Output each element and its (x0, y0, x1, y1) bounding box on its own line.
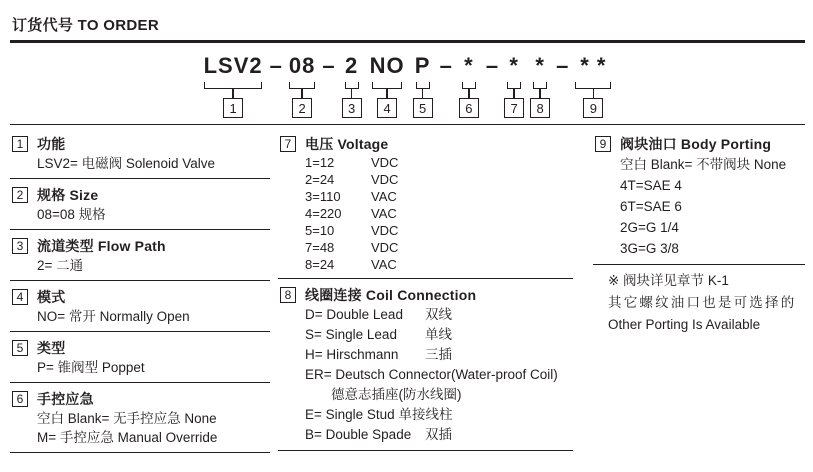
bracket (345, 82, 359, 89)
code-segment-2 (289, 54, 315, 118)
voltage-code: 8=24 (305, 257, 335, 272)
item-header (10, 389, 270, 408)
stem-line (422, 89, 424, 98)
code-separator: – (485, 53, 499, 78)
note-line: ※ 阀块详见章节 K-1 (608, 273, 729, 288)
item-body (593, 154, 805, 259)
code-token: 2 (345, 53, 359, 78)
section-item-flow-path (10, 236, 270, 281)
stem-line (593, 89, 595, 98)
coil-row (305, 425, 573, 445)
order-code-diagram (10, 43, 805, 124)
code-ref-box: 6 (459, 98, 479, 118)
coil-code-en: D= Double Lead (305, 307, 403, 322)
code-ref-box: 9 (583, 98, 603, 118)
code-segment-3 (342, 54, 362, 118)
item-line: 空白 Blank= 不带阀块 None (620, 157, 787, 172)
bracket (416, 82, 430, 89)
item-number-box: 1 (12, 136, 28, 152)
bracket (575, 82, 611, 89)
item-body (10, 307, 270, 326)
item-line: 空白 Blank= 无手控应急 None (37, 411, 217, 426)
coil-row: ER= Deutsch Connector(Water-proof Coil) (305, 367, 558, 382)
stem-line (539, 89, 541, 98)
item-line: 2G=G 1/4 (620, 220, 679, 235)
coil-row (305, 325, 573, 345)
note-line: 其它螺纹油口也是可选择的 (608, 295, 797, 310)
voltage-unit: VDC (371, 240, 399, 255)
voltage-unit: VDC (371, 155, 399, 170)
item-title: 类型 (37, 339, 66, 356)
voltage-code: 3=110 (305, 189, 341, 204)
code-token: LSV2 (203, 53, 263, 78)
code-separator: – (269, 53, 282, 78)
coil-code-en: B= Double Spade (305, 427, 412, 442)
coil-label-zh: 双插 (425, 427, 452, 442)
coil-row: 德意志插座(防水线圈) (331, 387, 462, 402)
item-line: 4T=SAE 4 (620, 178, 682, 193)
item-line: 6T=SAE 6 (620, 199, 682, 214)
voltage-unit: VDC (371, 223, 399, 238)
section-item-manual-override (10, 389, 270, 453)
stem-line (301, 89, 303, 98)
voltage-row (305, 154, 573, 171)
section-item-size (10, 185, 270, 230)
voltage-code: 7=48 (305, 240, 335, 255)
code-separator: – (322, 53, 335, 78)
voltage-row (305, 256, 573, 273)
code-separator: – (556, 53, 569, 78)
voltage-unit: VAC (371, 257, 397, 272)
item-line: M= 手控应急 Manual Override (37, 430, 218, 445)
code-separator: – (439, 53, 452, 78)
item-header (10, 185, 270, 204)
stem-line (351, 89, 353, 98)
code-ref-box: 4 (377, 98, 397, 118)
item-line: NO= 常开 Normally Open (37, 309, 190, 324)
coil-code-en: H= Hirschmann (305, 347, 399, 362)
item-body (10, 358, 270, 377)
voltage-unit: VAC (371, 206, 397, 221)
item-header (593, 134, 805, 153)
code-token: P (414, 53, 431, 78)
code-token: * (464, 53, 474, 78)
voltage-row (305, 239, 573, 256)
item-body (10, 409, 270, 447)
item-number-box: 8 (280, 287, 296, 303)
code-token: NO (369, 53, 405, 78)
legend-columns (10, 125, 805, 453)
code-segment-4 (370, 54, 405, 118)
item-body (10, 205, 270, 224)
code-token: * * (580, 53, 607, 78)
order-code-row (10, 54, 805, 118)
item-header (278, 134, 573, 153)
item-number-box: 9 (595, 136, 611, 152)
column-left (10, 134, 270, 453)
item-body (10, 154, 270, 173)
voltage-code: 1=12 (305, 155, 335, 170)
item-title: 电压 Voltage (305, 135, 389, 152)
item-title: 手控应急 (37, 390, 94, 407)
stem-line (232, 89, 234, 98)
stem-line (513, 89, 515, 98)
item-number-box: 4 (12, 289, 28, 305)
porting-note (593, 265, 805, 336)
item-title: 规格 Size (37, 186, 99, 203)
item-header (10, 134, 270, 153)
item-title: 模式 (37, 288, 66, 305)
section-item-coil-connection (278, 285, 573, 451)
code-segment-6 (459, 54, 479, 118)
voltage-code: 5=10 (305, 223, 335, 238)
item-line: 2= 二通 (37, 258, 84, 273)
item-body (278, 154, 573, 273)
code-segment-1 (204, 54, 263, 118)
coil-label-zh: 单线 (425, 327, 452, 342)
item-number-box: 7 (280, 136, 296, 152)
code-segment-7 (504, 54, 524, 118)
section-item-voltage (278, 134, 573, 279)
stem-line (386, 89, 388, 98)
item-body (10, 256, 270, 275)
voltage-row (305, 205, 573, 222)
column-middle (278, 134, 573, 453)
item-line: P= 锥阀型 Poppet (37, 360, 145, 375)
section-item-mode (10, 287, 270, 332)
code-token: 08 (288, 53, 316, 78)
item-title: 功能 (37, 135, 66, 152)
section-item-type (10, 338, 270, 383)
bracket (204, 82, 262, 89)
coil-row: E= Single Stud 单接线柱 (305, 407, 453, 422)
code-segment-5 (413, 54, 433, 118)
note-line: Other Porting Is Available (608, 317, 761, 332)
item-title: 流道类型 Flow Path (37, 237, 166, 254)
code-ref-box: 7 (504, 98, 524, 118)
voltage-unit: VDC (371, 172, 399, 187)
coil-label-zh: 双线 (425, 307, 452, 322)
bracket (462, 82, 476, 89)
item-number-box: 5 (12, 340, 28, 356)
section-item-function (10, 134, 270, 179)
item-title: 线圈连接 Coil Connection (305, 286, 477, 303)
code-ref-box: 8 (530, 98, 550, 118)
coil-row (305, 345, 573, 365)
item-line: LSV2= 电磁阀 Solenoid Valve (37, 156, 215, 171)
coil-row (305, 305, 573, 325)
code-segment-9 (575, 54, 611, 118)
coil-code-en: S= Single Lead (305, 327, 397, 342)
voltage-row (305, 222, 573, 239)
code-ref-box: 2 (292, 98, 312, 118)
code-ref-box: 3 (342, 98, 362, 118)
item-number-box: 3 (12, 238, 28, 254)
voltage-code: 4=220 (305, 206, 342, 221)
bracket (289, 82, 315, 89)
column-right (593, 134, 805, 453)
item-header (10, 236, 270, 255)
page-title: 订货代号 TO ORDER (12, 17, 159, 34)
item-body (278, 305, 573, 445)
bracket (507, 82, 521, 89)
code-ref-box: 1 (223, 98, 243, 118)
coil-label-zh: 三插 (425, 347, 452, 362)
bracket (372, 82, 402, 89)
voltage-unit: VAC (371, 189, 397, 204)
item-line: 3G=G 3/8 (620, 241, 679, 256)
item-number-box: 6 (12, 391, 28, 407)
item-header (10, 287, 270, 306)
voltage-code: 2=24 (305, 172, 335, 187)
item-line: 08=08 规格 (37, 207, 106, 222)
voltage-row (305, 188, 573, 205)
voltage-row (305, 171, 573, 188)
item-header (10, 338, 270, 357)
item-header (278, 285, 573, 304)
item-number-box: 2 (12, 187, 28, 203)
bracket (533, 82, 547, 89)
code-ref-box: 5 (413, 98, 433, 118)
code-token: * (509, 53, 519, 78)
section-item-body-porting (593, 134, 805, 265)
code-token: * (535, 53, 545, 78)
code-segment-8 (530, 54, 550, 118)
item-title: 阀块油口 Body Porting (620, 135, 772, 152)
stem-line (468, 89, 470, 98)
